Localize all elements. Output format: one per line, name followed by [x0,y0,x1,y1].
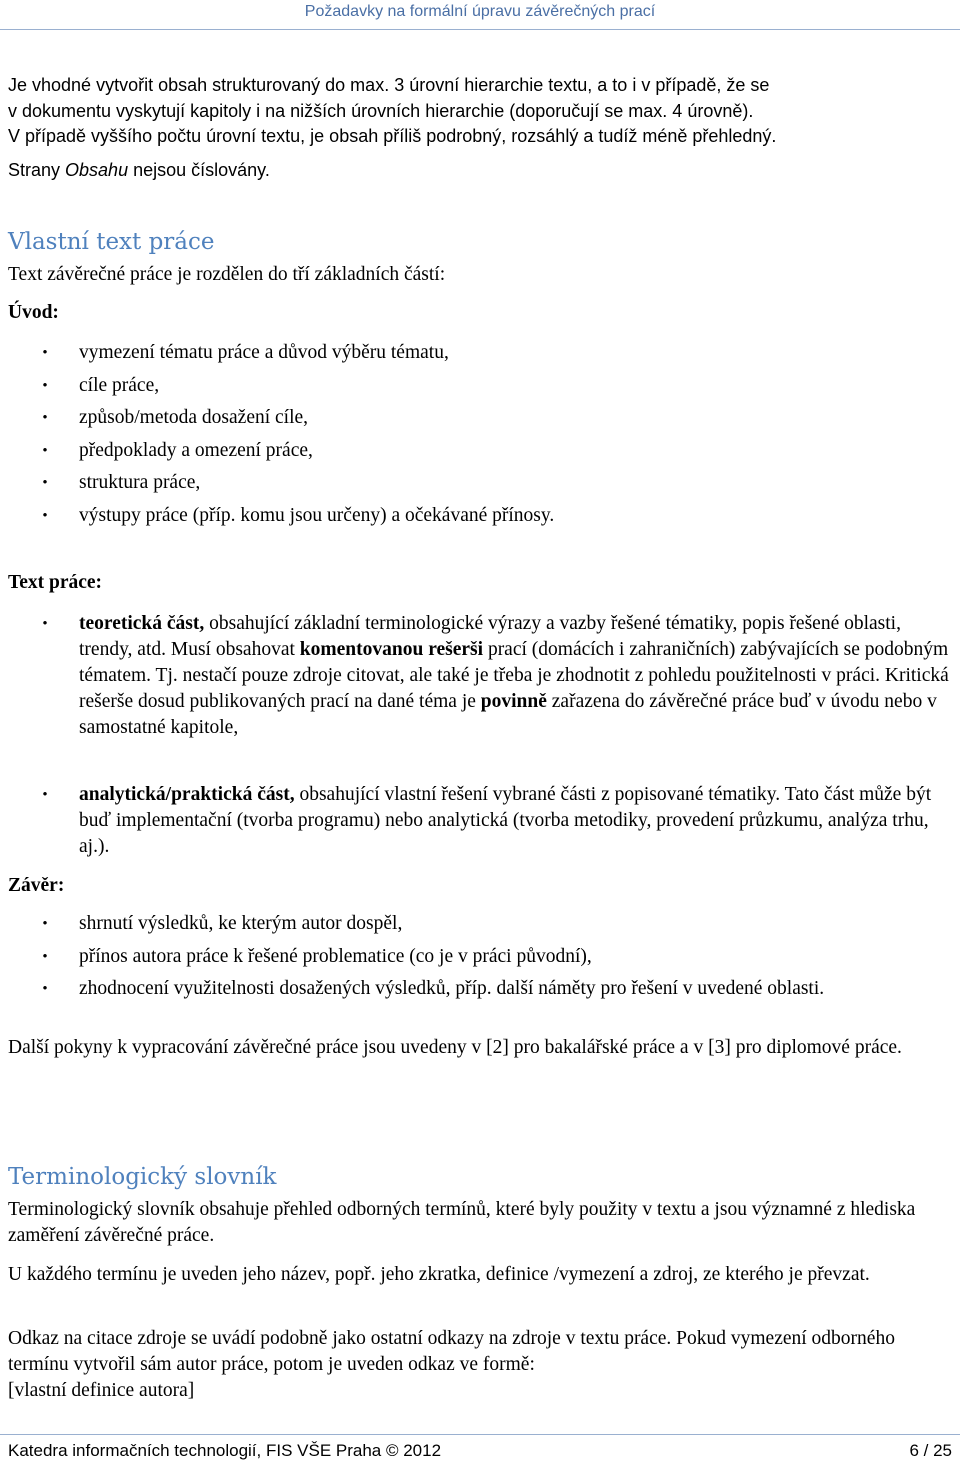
list-item [8,944,952,970]
list-item [8,782,952,860]
list-item [8,470,952,496]
uvod-list [8,340,952,529]
bullet-icon: • [42,981,48,998]
list-item [8,611,952,741]
bullet-icon: • [42,948,48,965]
list-item [8,976,952,1002]
section2-paragraph-3 [8,1326,952,1404]
section2-paragraph-3-text: Odkaz na citace zdroje se uvádí podobně jako ostatní odkazy na zdroje v textu práce. Pokud vymezení odborného termínu vytvořil sám autor práce, potom je uveden odkaz ve formě: [8,1328,895,1375]
bullet-icon: • [42,410,48,427]
intro-p2-suffix: nejsou číslovány. [128,159,270,180]
intro-text [8,73,948,183]
intro-line-2: v dokumentu vyskytují kapitoly i na nižších úrovních hierarchie (doporučují se max. 4 úrovně). [8,100,754,121]
bullet-icon: • [42,916,48,932]
list-item-text: cíle práce, [79,374,160,396]
list-item-text: předpoklady a omezení práce, [79,439,313,461]
section2-paragraph-1: Terminologický slovník obsahuje přehled odborných termínů, které byly použity v textu a jsou významné z hlediska zaměření závěrečné práce. [8,1199,916,1246]
list-item-text: výstupy práce (příp. komu jsou určeny) a očekávané přínosy. [79,504,555,526]
page-footer [8,1440,952,1462]
section-heading-vlastni-text: Vlastní text práce [8,229,215,255]
zaver-list [8,911,952,1002]
list-item-text: prací (domácích i zahraničních) zabývajících se podobným tématem. Tj. nestačí pouze zdroje citovat, ale také je třeba je zhodnotit z pohledu použitelnosti v práci. Kritická rešerše dosud publikovaných prací na dané téma je [79,639,949,712]
list-item [8,405,952,431]
intro-paragraph-1 [8,73,948,150]
intro-p2-prefix: Strany [8,159,66,180]
text-prace-list-2 [8,782,952,860]
definition-form-example: [vlastní definice autora] [8,1380,195,1401]
term-analyticka-cast: analytická/praktická část, [79,784,295,805]
list-item-text: zhodnocení využitelnosti dosažených výsledků, příp. další náměty pro řešení v uvedené oblasti. [79,978,825,1000]
zaver-label: Závěr: [8,875,65,896]
bullet-icon: • [42,377,48,394]
list-item-text: vymezení tématu práce a důvod výběru tématu, [79,342,449,363]
bullet-icon: • [42,442,48,459]
header-rule [0,29,960,30]
list-item [8,911,952,937]
list-item-text: zařazena do závěrečné práce buď v úvodu nebo v samostatné kapitole, [79,691,937,738]
term-teoreticka-cast: teoretická část, [79,613,205,634]
bullet-icon: • [42,616,48,632]
section-heading-terminologicky-slovnik: Terminologický slovník [8,1164,277,1190]
list-item [8,503,952,529]
bullet-icon: • [42,475,48,492]
list-item-text: obsahující vlastní řešení vybrané části z popisované tématiky. Tato část může být buď implementační (tvorba programu) nebo analytická (tvorba metodiky, provedení průzkumu, analýza trhu, aj.). [79,784,932,857]
bullet-icon: • [42,345,48,361]
page-number: 6 / 25 [909,1441,952,1460]
bullet-icon: • [42,787,48,803]
term-komentovana-reserse: komentovanou rešerši [299,639,484,660]
text-prace-list [8,611,952,741]
intro-p2-italic: Obsahu [65,159,129,180]
section1-lead: Text závěrečné práce je rozdělen do tří základních částí: [8,264,446,285]
footer-department: Katedra informačních technologií, FIS VŠE Praha © 2012 [8,1441,442,1460]
list-item-text: obsahující základní terminologické výrazy a vazby řešené tématiky, popis řešené oblasti, trendy, atd. Musí obsahovat [79,613,901,660]
list-item-text: shrnutí výsledků, ke kterým autor dospěl, [79,913,403,934]
list-item-text: přínos autora práce k řešené problematice (co je v práci původní), [79,945,592,967]
intro-line-1: Je vhodné vytvořit obsah strukturovaný do max. 3 úrovní hierarchie textu, a to i v případě, že se [8,75,770,95]
section2-paragraph-2: U každého termínu je uveden jeho název, popř. jeho zkratka, definice /vymezení a zdroj, ze kterého je převzat. [8,1264,870,1285]
term-povinne: povinně [480,691,547,712]
running-header: Požadavky na formální úpravu závěrečných prací [304,3,656,20]
list-item-text: způsob/metoda dosažení cíle, [79,407,309,429]
intro-paragraph-2 [8,158,948,184]
intro-line-3: V případě vyššího počtu úrovní textu, je obsah příliš podrobný, rozsáhlý a tudíž méně přehledný. [8,126,777,146]
bullet-icon: • [42,507,48,524]
uvod-label: Úvod: [8,302,59,323]
footer-rule [0,1434,960,1435]
list-item [8,373,952,399]
list-item-text: struktura práce, [79,472,201,494]
section1-closing: Další pokyny k vypracování závěrečné práce jsou uvedeny v [2] pro bakalářské práce a v [3] pro diplomové práce. [8,1037,902,1058]
list-item [8,438,952,464]
text-prace-label: Text práce: [8,572,103,593]
list-item [8,340,952,366]
